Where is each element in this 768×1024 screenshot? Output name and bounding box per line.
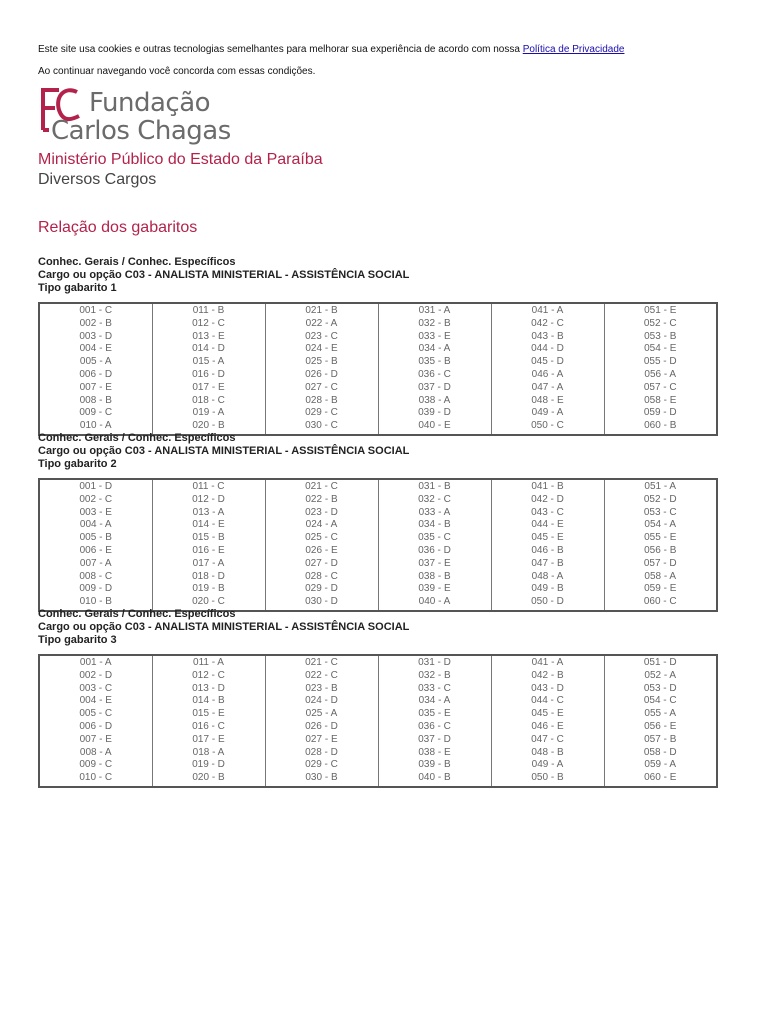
answer-column <box>152 303 265 435</box>
answer-entry: 019 - A <box>192 407 225 419</box>
answer-entry: 043 - D <box>531 682 564 694</box>
answer-entry: 042 - D <box>531 493 564 505</box>
answer-entry: 043 - B <box>531 330 564 342</box>
answer-entry: 015 - B <box>192 532 225 544</box>
answer-column <box>265 479 378 611</box>
answer-entry: 036 - D <box>418 544 451 556</box>
answer-entry: 009 - C <box>79 759 113 771</box>
answer-entry: 060 - C <box>643 596 677 608</box>
answer-entry: 032 - B <box>418 317 451 329</box>
answer-entry: 046 - B <box>531 544 564 556</box>
answer-entry: 030 - D <box>305 596 338 608</box>
answer-entry: 041 - A <box>531 305 564 316</box>
answer-entry: 004 - A <box>79 519 112 531</box>
answer-entry: 005 - B <box>79 532 112 544</box>
answer-key-header-line1: Conhec. Gerais / Conhec. Específicos <box>38 256 236 268</box>
answer-entry: 021 - C <box>305 481 338 492</box>
answer-entry: 037 - E <box>418 557 451 569</box>
answer-entry: 010 - A <box>79 420 112 432</box>
answer-entry: 028 - D <box>305 746 338 758</box>
answer-entry: 015 - A <box>192 356 225 368</box>
answer-entry: 007 - E <box>79 381 112 393</box>
answer-entry: 054 - E <box>644 343 677 355</box>
table-row <box>39 303 717 435</box>
answer-entry: 010 - B <box>79 596 112 608</box>
answer-entry: 044 - D <box>531 343 564 355</box>
answer-entry: 011 - B <box>192 305 225 316</box>
answer-entry: 045 - D <box>531 356 564 368</box>
answer-entry: 014 - B <box>192 695 225 707</box>
answer-entry: 055 - E <box>644 532 677 544</box>
answer-entry: 048 - B <box>531 746 564 758</box>
answer-entry: 048 - A <box>531 570 564 582</box>
answer-entry: 051 - E <box>644 305 677 316</box>
answer-entry: 047 - C <box>531 733 564 745</box>
answer-entry: 002 - D <box>79 669 113 681</box>
answer-key-table <box>38 478 718 612</box>
answer-entry: 035 - B <box>418 356 451 368</box>
answer-column <box>378 303 491 435</box>
answer-entry: 018 - D <box>192 570 225 582</box>
answer-entry: 058 - D <box>643 746 677 758</box>
fcc-logo <box>37 86 237 148</box>
answer-entry: 051 - A <box>644 481 677 492</box>
answer-entry: 052 - C <box>643 317 677 329</box>
answer-entry: 040 - E <box>418 420 451 432</box>
answer-entry: 006 - D <box>79 720 113 732</box>
answer-entry: 018 - A <box>192 746 225 758</box>
answer-entry: 001 - A <box>79 657 112 668</box>
table-row <box>39 655 717 787</box>
answer-column <box>39 479 152 611</box>
answer-entry: 052 - D <box>643 493 677 505</box>
answer-entry: 033 - C <box>418 682 451 694</box>
answer-entry: 005 - C <box>79 708 113 720</box>
answer-entry: 003 - C <box>79 682 113 694</box>
answer-key-header-line3: Tipo gabarito 1 <box>38 282 117 294</box>
answer-entry: 006 - D <box>79 368 113 380</box>
answer-entry: 017 - E <box>192 733 225 745</box>
answer-entry: 032 - B <box>418 669 451 681</box>
answer-entry: 050 - C <box>531 420 564 432</box>
answer-entry: 046 - E <box>531 720 564 732</box>
answer-entry: 044 - C <box>531 695 564 707</box>
answer-entry: 052 - A <box>644 669 677 681</box>
answer-entry: 008 - B <box>79 394 112 406</box>
cookie-notice <box>38 44 624 55</box>
answer-entry: 004 - E <box>79 695 112 707</box>
answer-entry: 022 - C <box>305 669 338 681</box>
exam-subtitle: Diversos Cargos <box>38 171 157 188</box>
answer-entry: 030 - B <box>305 772 338 784</box>
answer-entry: 051 - D <box>643 657 677 668</box>
answer-entry: 034 - B <box>418 519 451 531</box>
answer-entry: 020 - B <box>192 772 225 784</box>
answer-column <box>152 655 265 787</box>
answer-key-header-line3: Tipo gabarito 2 <box>38 458 117 470</box>
answer-entry: 020 - C <box>192 596 225 608</box>
organization-name: Ministério Público do Estado da Paraíba <box>38 151 323 168</box>
answer-key-header <box>38 608 409 647</box>
answer-entry: 011 - A <box>193 657 224 668</box>
cookie-consent-text: Ao continuar navegando você concorda com essas condições. <box>38 66 316 77</box>
answer-entry: 031 - A <box>418 305 451 316</box>
answer-entry: 059 - D <box>643 407 677 419</box>
answer-entry: 029 - D <box>305 583 338 595</box>
answer-entry: 020 - B <box>192 420 225 432</box>
answer-entry: 059 - E <box>644 583 677 595</box>
answer-entry: 060 - E <box>644 772 677 784</box>
answer-entry: 059 - A <box>644 759 677 771</box>
answer-entry: 013 - D <box>192 682 225 694</box>
answer-entry: 027 - D <box>305 557 338 569</box>
answer-entry: 043 - C <box>531 506 564 518</box>
answer-entry: 007 - E <box>79 733 112 745</box>
answer-entry: 019 - D <box>192 759 225 771</box>
answer-entry: 055 - A <box>644 708 677 720</box>
answer-entry: 012 - D <box>192 493 225 505</box>
answer-column <box>604 303 717 435</box>
answer-entry: 057 - D <box>643 557 677 569</box>
answer-entry: 031 - B <box>418 481 451 492</box>
answer-entry: 009 - C <box>79 407 113 419</box>
answer-entry: 053 - C <box>643 506 677 518</box>
answer-entry: 039 - E <box>418 583 451 595</box>
section-title: Relação dos gabaritos <box>38 219 198 236</box>
answer-entry: 055 - D <box>643 356 677 368</box>
cookie-text: Este site usa cookies e outras tecnologias semelhantes para melhorar sua experiência de acordo com nossa <box>38 44 520 55</box>
answer-entry: 056 - B <box>644 544 677 556</box>
answer-column <box>604 479 717 611</box>
answer-key-header <box>38 432 409 471</box>
answer-key-header <box>38 256 409 295</box>
answer-key-header-line2: Cargo ou opção C03 - ANALISTA MINISTERIAL - ASSISTÊNCIA SOCIAL <box>38 445 410 457</box>
answer-entry: 015 - E <box>192 708 225 720</box>
answer-entry: 001 - C <box>79 305 113 316</box>
answer-entry: 024 - D <box>305 695 338 707</box>
answer-entry: 029 - C <box>305 407 338 419</box>
answer-column <box>39 655 152 787</box>
logo-name-line1: Fundação <box>89 88 211 118</box>
answer-entry: 008 - C <box>79 570 113 582</box>
answer-entry: 023 - C <box>305 330 338 342</box>
answer-entry: 033 - A <box>418 506 451 518</box>
logo-name-line2: Carlos Chagas <box>51 116 231 146</box>
answer-entry: 013 - A <box>192 506 225 518</box>
answer-entry: 045 - E <box>531 532 564 544</box>
answer-entry: 017 - A <box>192 557 225 569</box>
answer-entry: 053 - B <box>644 330 677 342</box>
answer-entry: 050 - B <box>531 772 564 784</box>
answer-key-table <box>38 654 718 788</box>
answer-entry: 057 - C <box>643 381 677 393</box>
answer-entry: 023 - D <box>305 506 338 518</box>
answer-entry: 039 - D <box>418 407 451 419</box>
answer-entry: 002 - B <box>79 317 112 329</box>
answer-entry: 023 - B <box>305 682 338 694</box>
answer-entry: 039 - B <box>418 759 451 771</box>
answer-entry: 047 - B <box>531 557 564 569</box>
answer-entry: 007 - A <box>79 557 112 569</box>
answer-entry: 022 - B <box>305 493 338 505</box>
answer-entry: 009 - D <box>79 583 113 595</box>
answer-entry: 024 - A <box>305 519 338 531</box>
answer-entry: 030 - C <box>305 420 338 432</box>
answer-entry: 025 - C <box>305 532 338 544</box>
answer-entry: 037 - D <box>418 381 451 393</box>
answer-entry: 042 - B <box>531 669 564 681</box>
answer-column <box>378 479 491 611</box>
answer-entry: 031 - D <box>418 657 451 668</box>
answer-entry: 010 - C <box>79 772 113 784</box>
answer-key-header-line2: Cargo ou opção C03 - ANALISTA MINISTERIAL - ASSISTÊNCIA SOCIAL <box>38 621 410 633</box>
answer-entry: 021 - B <box>305 305 338 316</box>
answer-entry: 004 - E <box>79 343 112 355</box>
answer-entry: 019 - B <box>192 583 225 595</box>
answer-entry: 002 - C <box>79 493 113 505</box>
answer-entry: 049 - A <box>531 759 564 771</box>
answer-column <box>604 655 717 787</box>
answer-entry: 013 - E <box>192 330 225 342</box>
answer-entry: 054 - C <box>643 695 677 707</box>
answer-entry: 035 - C <box>418 532 451 544</box>
answer-entry: 041 - A <box>531 657 564 668</box>
answer-entry: 060 - B <box>644 420 677 432</box>
answer-entry: 042 - C <box>531 317 564 329</box>
answer-entry: 056 - A <box>644 368 677 380</box>
answer-entry: 048 - E <box>531 394 564 406</box>
answer-entry: 029 - C <box>305 759 338 771</box>
answer-entry: 033 - E <box>418 330 451 342</box>
answer-entry: 014 - D <box>192 343 225 355</box>
answer-entry: 038 - B <box>418 570 451 582</box>
answer-entry: 024 - E <box>305 343 338 355</box>
answer-entry: 034 - A <box>418 343 451 355</box>
answer-entry: 032 - C <box>418 493 451 505</box>
answer-entry: 018 - C <box>192 394 225 406</box>
answer-entry: 003 - E <box>79 506 112 518</box>
answer-entry: 026 - D <box>305 368 338 380</box>
answer-column <box>39 303 152 435</box>
answer-entry: 056 - E <box>644 720 677 732</box>
answer-entry: 058 - E <box>644 394 677 406</box>
answer-key-header-line2: Cargo ou opção C03 - ANALISTA MINISTERIAL - ASSISTÊNCIA SOCIAL <box>38 269 410 281</box>
answer-entry: 008 - A <box>79 746 112 758</box>
answer-entry: 046 - A <box>531 368 564 380</box>
answer-key-header-line1: Conhec. Gerais / Conhec. Específicos <box>38 432 236 444</box>
answer-entry: 016 - C <box>192 720 225 732</box>
answer-entry: 026 - E <box>305 544 338 556</box>
answer-entry: 047 - A <box>531 381 564 393</box>
answer-entry: 054 - A <box>644 519 677 531</box>
answer-entry: 001 - D <box>79 481 113 492</box>
answer-key-table <box>38 302 718 436</box>
answer-entry: 037 - D <box>418 733 451 745</box>
answer-entry: 014 - E <box>192 519 225 531</box>
answer-entry: 021 - C <box>305 657 338 668</box>
answer-entry: 017 - E <box>192 381 225 393</box>
answer-column <box>152 479 265 611</box>
answer-key-header-line3: Tipo gabarito 3 <box>38 634 117 646</box>
answer-entry: 058 - A <box>644 570 677 582</box>
answer-entry: 005 - A <box>79 356 112 368</box>
answer-entry: 036 - C <box>418 368 451 380</box>
answer-entry: 027 - C <box>305 381 338 393</box>
answer-entry: 012 - C <box>192 317 225 329</box>
answer-column <box>265 655 378 787</box>
answer-column <box>378 655 491 787</box>
answer-column <box>265 303 378 435</box>
answer-entry: 028 - B <box>305 394 338 406</box>
answer-entry: 012 - C <box>192 669 225 681</box>
answer-entry: 025 - A <box>305 708 338 720</box>
answer-entry: 016 - D <box>192 368 225 380</box>
answer-entry: 006 - E <box>79 544 112 556</box>
answer-entry: 016 - E <box>192 544 225 556</box>
privacy-policy-link[interactable]: Política de Privacidade <box>522 44 625 55</box>
answer-entry: 003 - D <box>79 330 113 342</box>
answer-column <box>491 303 604 435</box>
answer-key-header-line1: Conhec. Gerais / Conhec. Específicos <box>38 608 236 620</box>
table-row <box>39 479 717 611</box>
answer-entry: 022 - A <box>305 317 338 329</box>
answer-entry: 040 - A <box>418 596 451 608</box>
answer-entry: 036 - C <box>418 720 451 732</box>
answer-entry: 044 - E <box>531 519 564 531</box>
answer-entry: 049 - B <box>531 583 564 595</box>
answer-entry: 034 - A <box>418 695 451 707</box>
answer-column <box>491 479 604 611</box>
answer-entry: 038 - E <box>418 746 451 758</box>
answer-entry: 028 - C <box>305 570 338 582</box>
answer-entry: 057 - B <box>644 733 677 745</box>
answer-entry: 011 - C <box>192 481 225 492</box>
answer-entry: 026 - D <box>305 720 338 732</box>
answer-entry: 027 - E <box>305 733 338 745</box>
answer-entry: 045 - E <box>531 708 564 720</box>
answer-entry: 025 - B <box>305 356 338 368</box>
answer-entry: 040 - B <box>418 772 451 784</box>
answer-entry: 050 - D <box>531 596 564 608</box>
answer-entry: 038 - A <box>418 394 451 406</box>
answer-entry: 041 - B <box>531 481 564 492</box>
answer-entry: 053 - D <box>643 682 677 694</box>
answer-entry: 049 - A <box>531 407 564 419</box>
answer-entry: 035 - E <box>418 708 451 720</box>
answer-column <box>491 655 604 787</box>
